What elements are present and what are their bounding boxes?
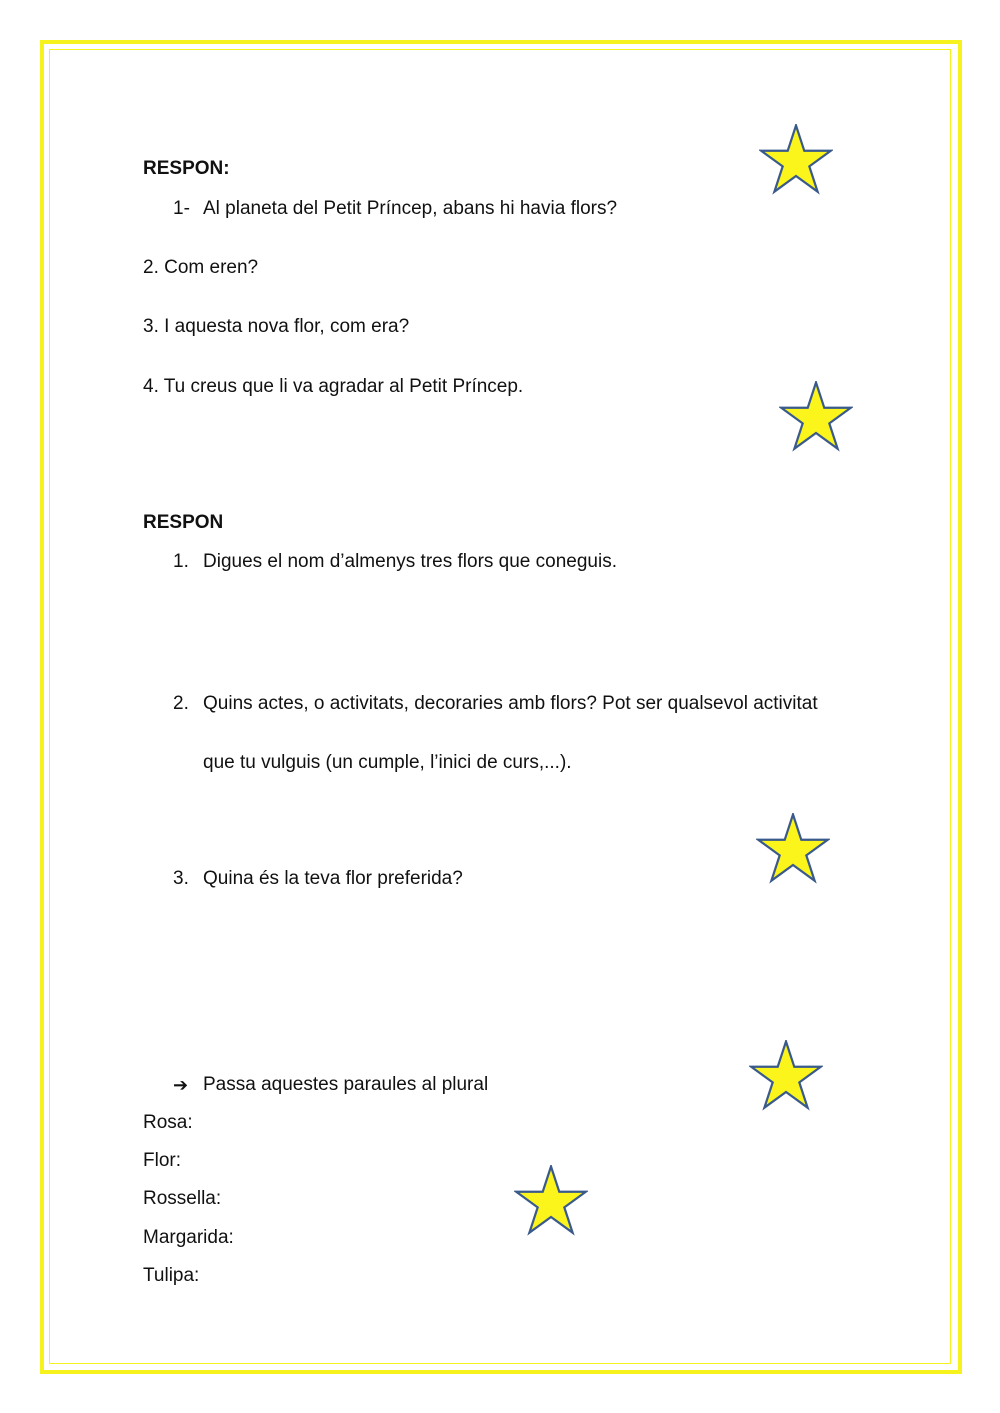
- word-label: Margarida:: [143, 1227, 234, 1248]
- question-text: Quina és la teva flor preferida?: [203, 868, 463, 889]
- question-text: 2. Com eren?: [143, 257, 259, 278]
- star-icon: [756, 813, 830, 887]
- question-number: 1.: [173, 551, 189, 572]
- word-label: Rosa:: [143, 1112, 193, 1133]
- question-text-continued: que tu vulguis (un cumple, l’inici de curs,...).: [203, 752, 572, 773]
- question-text: 3. I aquesta nova flor, com era?: [143, 316, 410, 337]
- arrow-right-icon: ➔: [173, 1075, 189, 1095]
- word-label: Tulipa:: [143, 1265, 200, 1286]
- star-icon: [759, 124, 833, 198]
- word-label: Rossella:: [143, 1188, 222, 1209]
- star-icon: [749, 1040, 823, 1114]
- question-text: Al planeta del Petit Príncep, abans hi havia flors?: [203, 198, 618, 219]
- question-text: Quins actes, o activitats, decoraries amb flors? Pot ser qualsevol activitat: [203, 693, 818, 714]
- question-number: 1-: [173, 198, 190, 219]
- question-number: 3.: [173, 868, 189, 889]
- question-text: 4. Tu creus que li va agradar al Petit Príncep.: [143, 376, 524, 397]
- star-icon: [779, 381, 853, 455]
- section2-heading: RESPON: [143, 512, 224, 533]
- question-text: Digues el nom d’almenys tres flors que coneguis.: [203, 551, 617, 572]
- plural-instruction: Passa aquestes paraules al plural: [203, 1074, 489, 1095]
- star-icon: [514, 1165, 588, 1239]
- section1-heading: RESPON:: [143, 158, 230, 179]
- word-label: Flor:: [143, 1150, 181, 1171]
- question-number: 2.: [173, 693, 189, 714]
